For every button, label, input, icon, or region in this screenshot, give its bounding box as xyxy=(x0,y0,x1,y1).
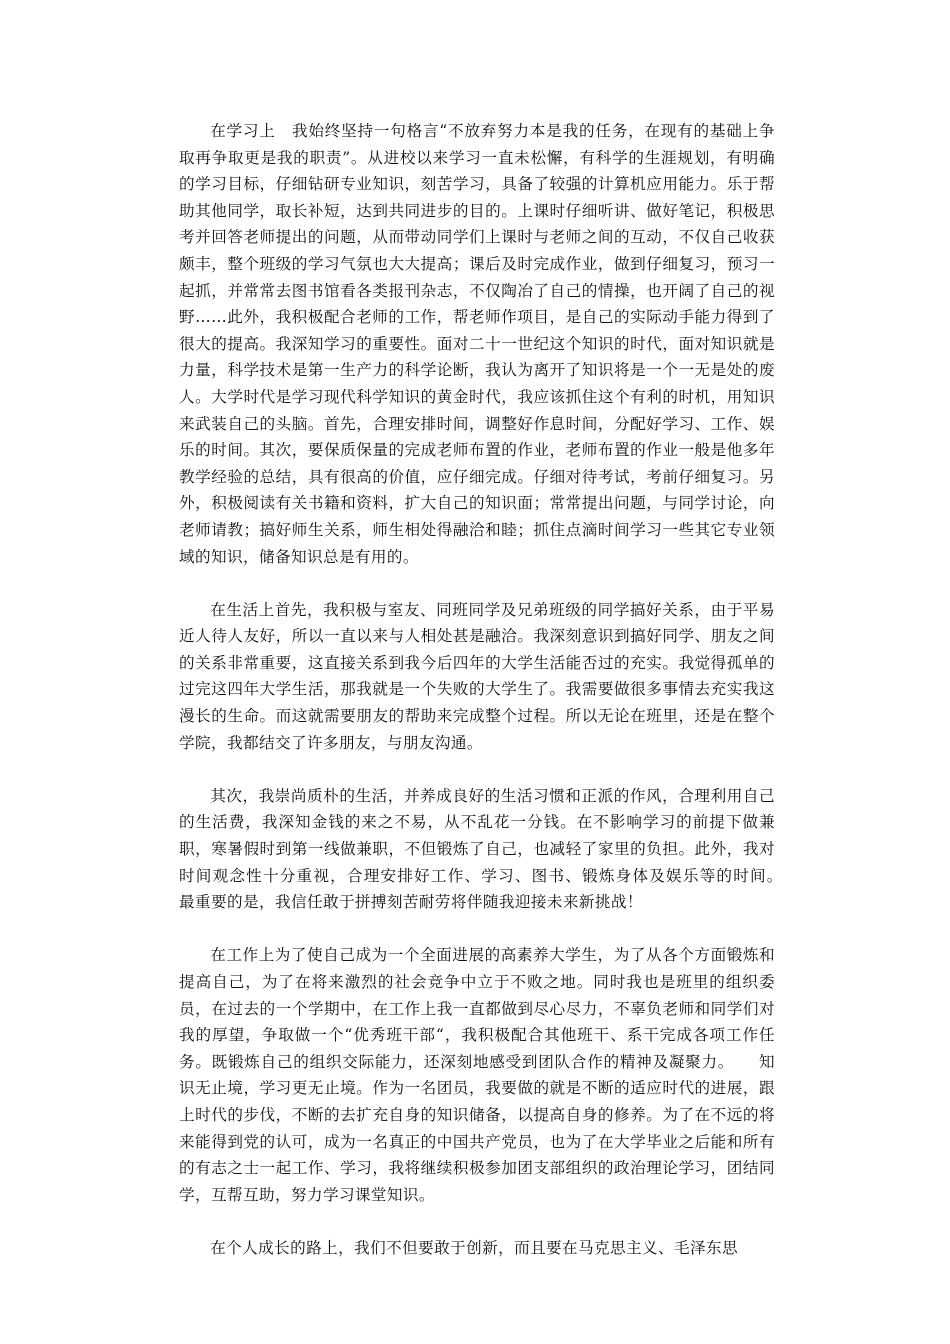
document-body xyxy=(179,118,791,1262)
paragraph-work: 在工作上为了使自己成为一个全面进展的高素养大学生，为了从各个方面锻炼和提高自己，为了在将来激烈的社会竞争中立于不败之地。同时我也是班里的组织委员，在过去的一个学期中，在工作上我一直都做到尽心尽力，不辜负老师和同学们对我的厚望，争取做一个“优秀班干部“，我积极配合其他班干、系干完成各项工作任务。既锻炼自己的组织交际能力，还深刻地感受到团队合作的精神及凝聚力。 知识无止境，学习更无止境。作为一名团员，我要做的就是不断的适应时代的进展，跟上时代的步伐，不断的去扩充自身的知识储备，以提高自身的修养。为了在不远的将来能得到党的认可，成为一名真正的中国共产党员，也为了在大学毕业之后能和所有的有志之士一起工作、学习，我将继续积极参加团支部组织的政治理论学习，团结同学，互帮互助，努力学习课堂知识。 xyxy=(179,946,775,1204)
paragraph-study: 在学习上 我始终坚持一句格言“不放弃努力本是我的任务，在现有的基础上争取再争取更是我的职责”。从进校以来学习一直未松懈，有科学的生涯规划，有明确的学习目标，仔细钻研专业知识，刻苦学习，具备了较强的计算机应用能力。乐于帮助其他同学，取长补短，达到共同进步的目的。上课时仔细听讲、做好笔记，积极思考并回答老师提出的问题，从而带动同学们上课时与老师之间的互动，不仅自己收获颇丰，整个班级的学习气氛也大大提高；课后及时完成作业，做到仔细复习，预习一起抓，并常常去图书馆看各类报刊杂志，不仅陶冶了自己的情操，也开阔了自己的视野……此外，我积极配合老师的工作，帮老师作项目，是自己的实际动手能力得到了很大的提高。我深知学习的重要性。面对二十一世纪这个知识的时代，面对知识就是力量，科学技术是第一生产力的科学论断，我认为离开了知识将是一个一无是处的废人。大学时代是学习现代科学知识的黄金时代，我应该抓住这个有利的时机，用知识来武装自己的头脑。首先，合理安排时间，调整好作息时间，分配好学习、工作、娱乐的时间。其次，要保质保量的完成老师布置的作业，老师布置的作业一般是他多年教学经验的总结，具有很高的价值，应仔细完成。仔细对待考试，考前仔细复习。另外，积极阅读有关书籍和资料，扩大自己的知识面；常常提出问题，与同学讨论，向老师请教；搞好师生关系，师生相处得融洽和睦；抓住点滴时间学习一些其它专业领域的知识，储备知识总是有用的。 xyxy=(179,122,775,566)
paragraph-life: 在生活上首先，我积极与室友、同班同学及兄弟班级的同学搞好关系，由于平易近人待人友好，所以一直以来与人相处甚是融洽。我深刻意识到搞好同学、朋友之间的关系非常重要，这直接关系到我今后四年的大学生活能否过的充实。我觉得孤单的过完这四年大学生活，那我就是一个失败的大学生了。我需要做很多事情去充实我这漫长的生命。而这就需要朋友的帮助来完成整个过程。所以无论在班里，还是在整个学院，我都结交了许多朋友，与朋友沟通。 xyxy=(179,600,775,752)
paragraph-frugal-life: 其次，我崇尚质朴的生活，并养成良好的生活习惯和正派的作风，合理利用自己的生活费，我深知金钱的来之不易，从不乱花一分钱。在不影响学习的前提下做兼职，寒暑假时到第一线做兼职，不但锻炼了自己，也减轻了家里的负担。此外，我对时间观念性十分重视，合理安排好工作、学习、图书、锻炼身体及娱乐等的时间。 最重要的是，我信任敢于拼搏刻苦耐劳将伴随我迎接未来新挑战！ xyxy=(179,786,791,912)
paragraph-growth: 在个人成长的路上，我们不但要敢于创新，而且要在马克思主义、毛泽东思 xyxy=(210,1238,738,1257)
